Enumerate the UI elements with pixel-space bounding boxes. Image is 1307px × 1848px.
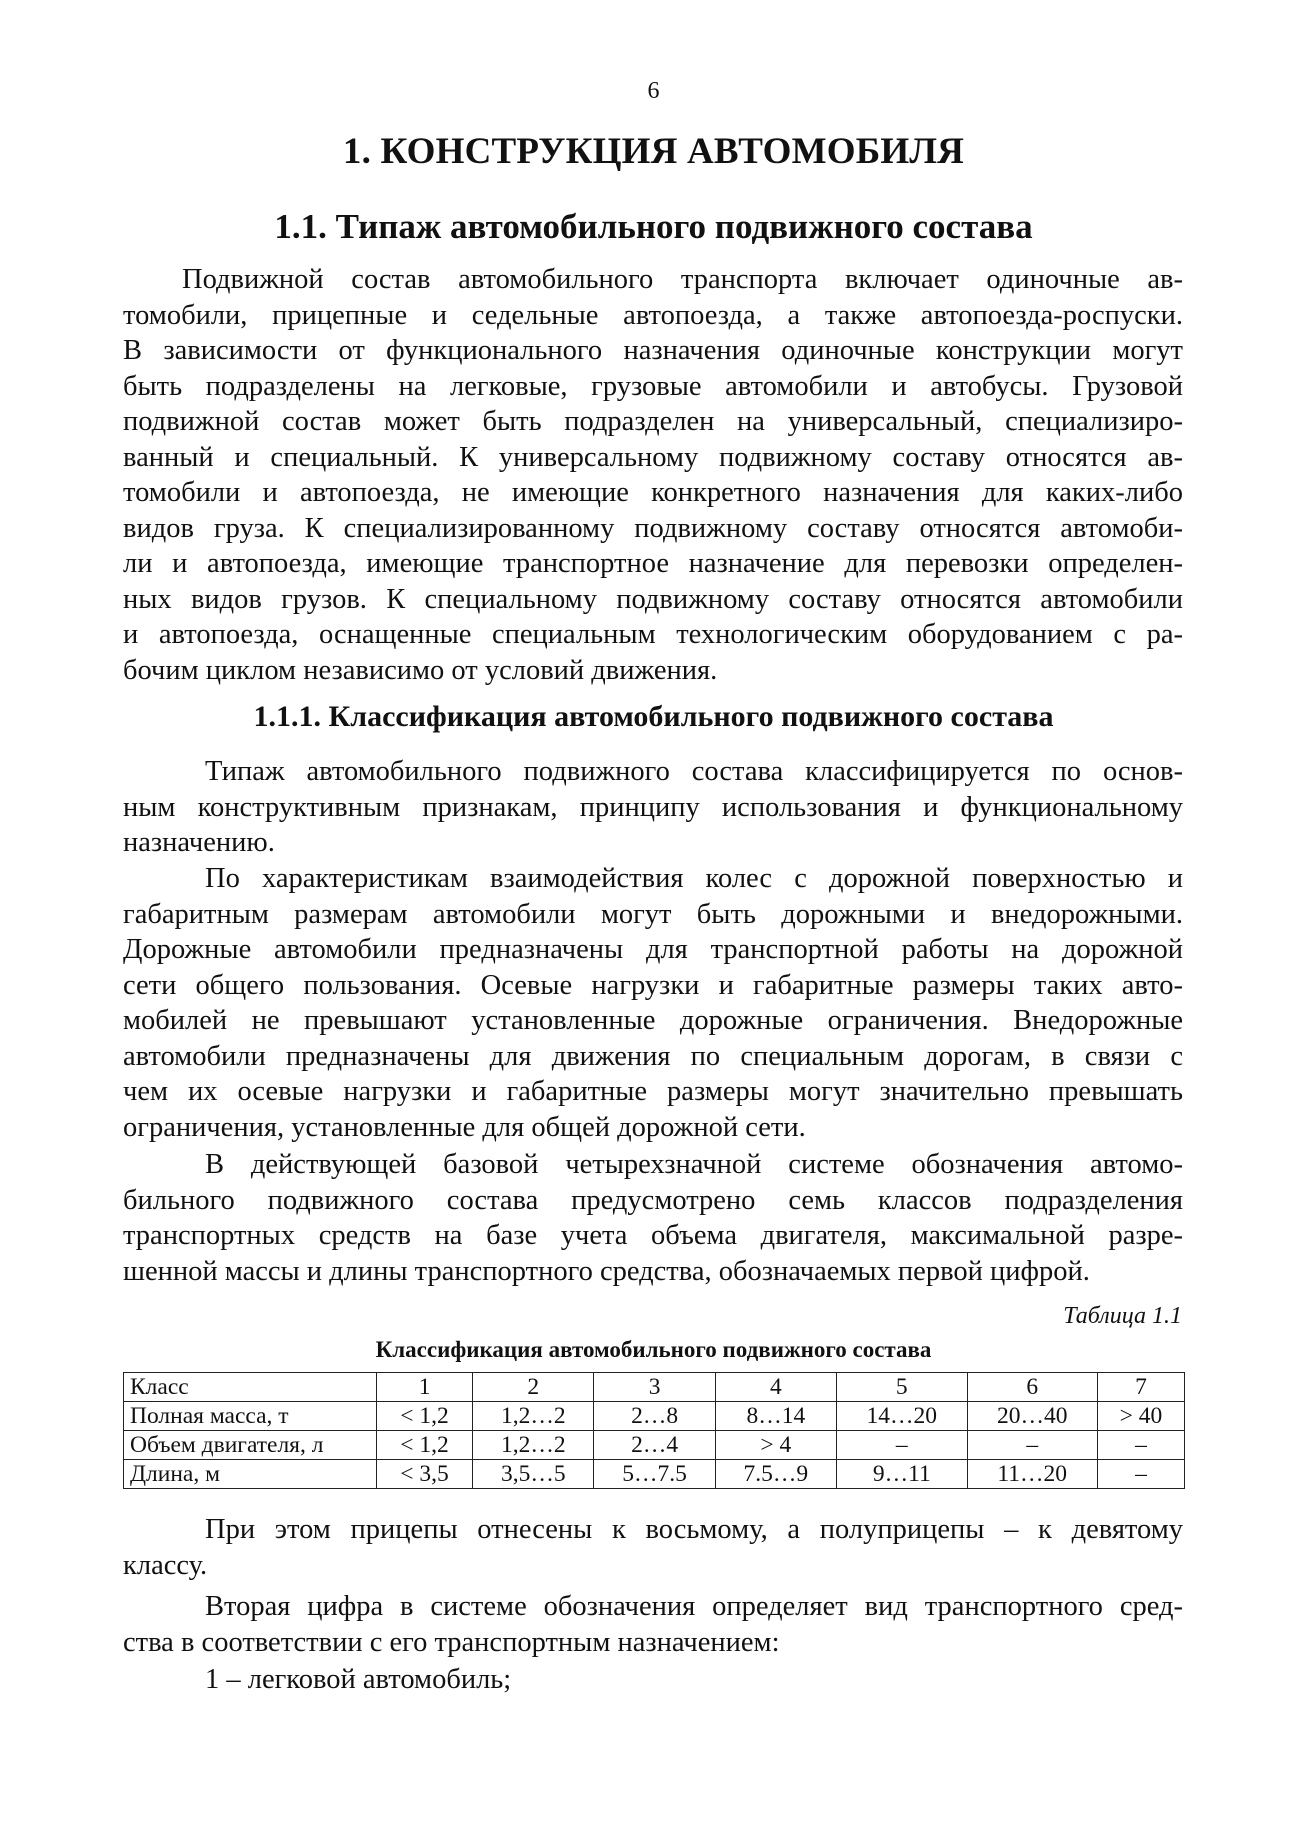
table-cell: 14…20 [837,1402,967,1431]
text-line: транспортных средств на базе учета объема двигателя, максимальной разре- [123,1220,1183,1251]
text-line: бильного подвижного состава предусмотрено семь классов подразделения [123,1184,1183,1216]
text-line: томобили, прицепные и седельные автопоезда, а также автопоезда-роспуски. [123,299,1183,331]
text-line: ных видов грузов. К специальному подвижному составу относятся автомобили [123,583,1183,615]
list-item [123,1662,1183,1698]
table-cell: Объем двигателя, л [124,1431,377,1460]
text-line: ограничения, установленные для общей дорожной сети. [123,1111,806,1143]
text-line: подвижной состав может быть подразделен на универсальный, специализиро- [123,406,1183,437]
text-line: габаритным размерам автомобили могут быть дорожными и внедорожными. [123,898,1183,930]
table-cell: 7.5…9 [715,1460,836,1489]
text-line: ли и автопоезда, имеющие транспортное назначение для перевозки определен- [123,548,1183,579]
table-cell: 11…20 [967,1460,1097,1489]
table-cell: – [837,1431,967,1460]
table-cell: Класс [124,1373,377,1402]
table-cell: 2…8 [594,1402,715,1431]
text-line: ванный и специальный. К универсальному подвижному составу относятся ав- [123,441,1183,473]
text-line: сети общего пользования. Осевые нагрузки и габаритные размеры таких авто- [123,969,1183,1001]
table-cell: – [1097,1431,1184,1460]
table-cell: 5 [837,1373,967,1402]
table-row [124,1460,1185,1489]
table-cell: 2 [473,1373,594,1402]
text-line: В зависимости от функционального назначения одиночные конструкции могут [123,335,1183,366]
table-cell: 8…14 [715,1402,836,1431]
classification-table [123,1372,1185,1489]
paragraph-trailers [123,1512,1183,1583]
table-cell: 3 [594,1373,715,1402]
text-line: мобилей не превышают установленные дорожные ограничения. Внедорожные [123,1005,1183,1036]
subsection-heading: 1.1.1. Классификация автомобильного подвижного состава [253,700,1054,733]
text-line: шенной массы и длины транспортного средства, обозначаемых первой цифрой. [123,1255,1090,1287]
table-row [124,1373,1185,1402]
text-line: автомобили предназначены для движения по специальным дорогам, в связи с [123,1040,1183,1072]
table-cell: – [967,1431,1097,1460]
text-line: ства в соответствии с его транспортным назначением: [123,1626,780,1658]
text-line: 1 – легковой автомобиль; [205,1664,512,1695]
text-line: назначению. [123,827,275,858]
table-cell: > 40 [1097,1402,1184,1431]
paragraph-road-types [123,861,1183,1145]
text-line: томобили и автопоезда, не имеющие конкретного назначения для каких-либо [123,477,1183,508]
paragraph-designation-system [123,1147,1183,1289]
text-line: быть подразделены на легковые, грузовые автомобили и автобусы. Грузовой [123,370,1183,402]
table-cell: – [1097,1460,1184,1489]
table-cell: 20…40 [967,1402,1097,1431]
table-cell: < 3,5 [377,1460,473,1489]
table-cell: 6 [967,1373,1097,1402]
table-row [124,1431,1185,1460]
text-line: По характеристикам взаимодействия колес с дорожной поверхностью и [205,863,1183,894]
table-cell: < 1,2 [377,1431,473,1460]
table-cell: 1 [377,1373,473,1402]
table-cell: 7 [1097,1373,1184,1402]
table-cell: 1,2…2 [473,1431,594,1460]
text-line: бочим циклом независимо от условий движения. [123,654,718,686]
table-cell: 2…4 [594,1431,715,1460]
table-cell: 4 [715,1373,836,1402]
text-line: ным конструктивным признакам, принципу использования и функциональному [123,791,1183,823]
table-cell: 9…11 [837,1460,967,1489]
table-cell: > 4 [715,1431,836,1460]
chapter-heading: 1. КОНСТРУКЦИЯ АВТОМОБИЛЯ [342,131,965,172]
paragraph-second-digit [123,1589,1183,1660]
table-cell: 5…7.5 [594,1460,715,1489]
table-cell: Полная масса, т [124,1402,377,1431]
text-line: Дорожные автомобили предназначены для транспортной работы на дорожной [123,934,1183,965]
table-row [124,1402,1185,1431]
section-heading: 1.1. Типаж автомобильного подвижного состава [274,207,1033,246]
table-cell: 1,2…2 [473,1402,594,1431]
table-cell: 3,5…5 [473,1460,594,1489]
text-line: Типаж автомобильного подвижного состава классифицируется по основ- [205,756,1183,787]
text-line: Подвижной состав автомобильного транспорта включает одиночные ав- [182,264,1183,295]
paragraph-subsection-intro [123,262,1183,688]
table-title: Классификация автомобильного подвижного состава [375,1337,932,1362]
text-line: В действующей базовой четырехзначной системе обозначения автомо- [205,1149,1183,1180]
text-line: При этом прицепы отнесены к восьмому, а полуприцепы – к девятому [205,1514,1183,1545]
text-line: видов груза. К специализированному подвижному составу относятся автомоби- [123,512,1183,544]
table-cell: Длина, м [124,1460,377,1489]
table-cell: < 1,2 [377,1402,473,1431]
text-line: классу. [123,1549,208,1581]
table-caption: Таблица 1.1 [1063,1303,1182,1329]
paragraph-classification-intro [123,754,1183,861]
text-line: чем их осевые нагрузки и габаритные размеры могут значительно превышать [123,1076,1183,1107]
text-line: Вторая цифра в системе обозначения определяет вид транспортного сред- [205,1591,1183,1622]
page-number: 6 [647,78,660,104]
text-line: и автопоезда, оснащенные специальным технологическим оборудованием с ра- [123,619,1183,650]
